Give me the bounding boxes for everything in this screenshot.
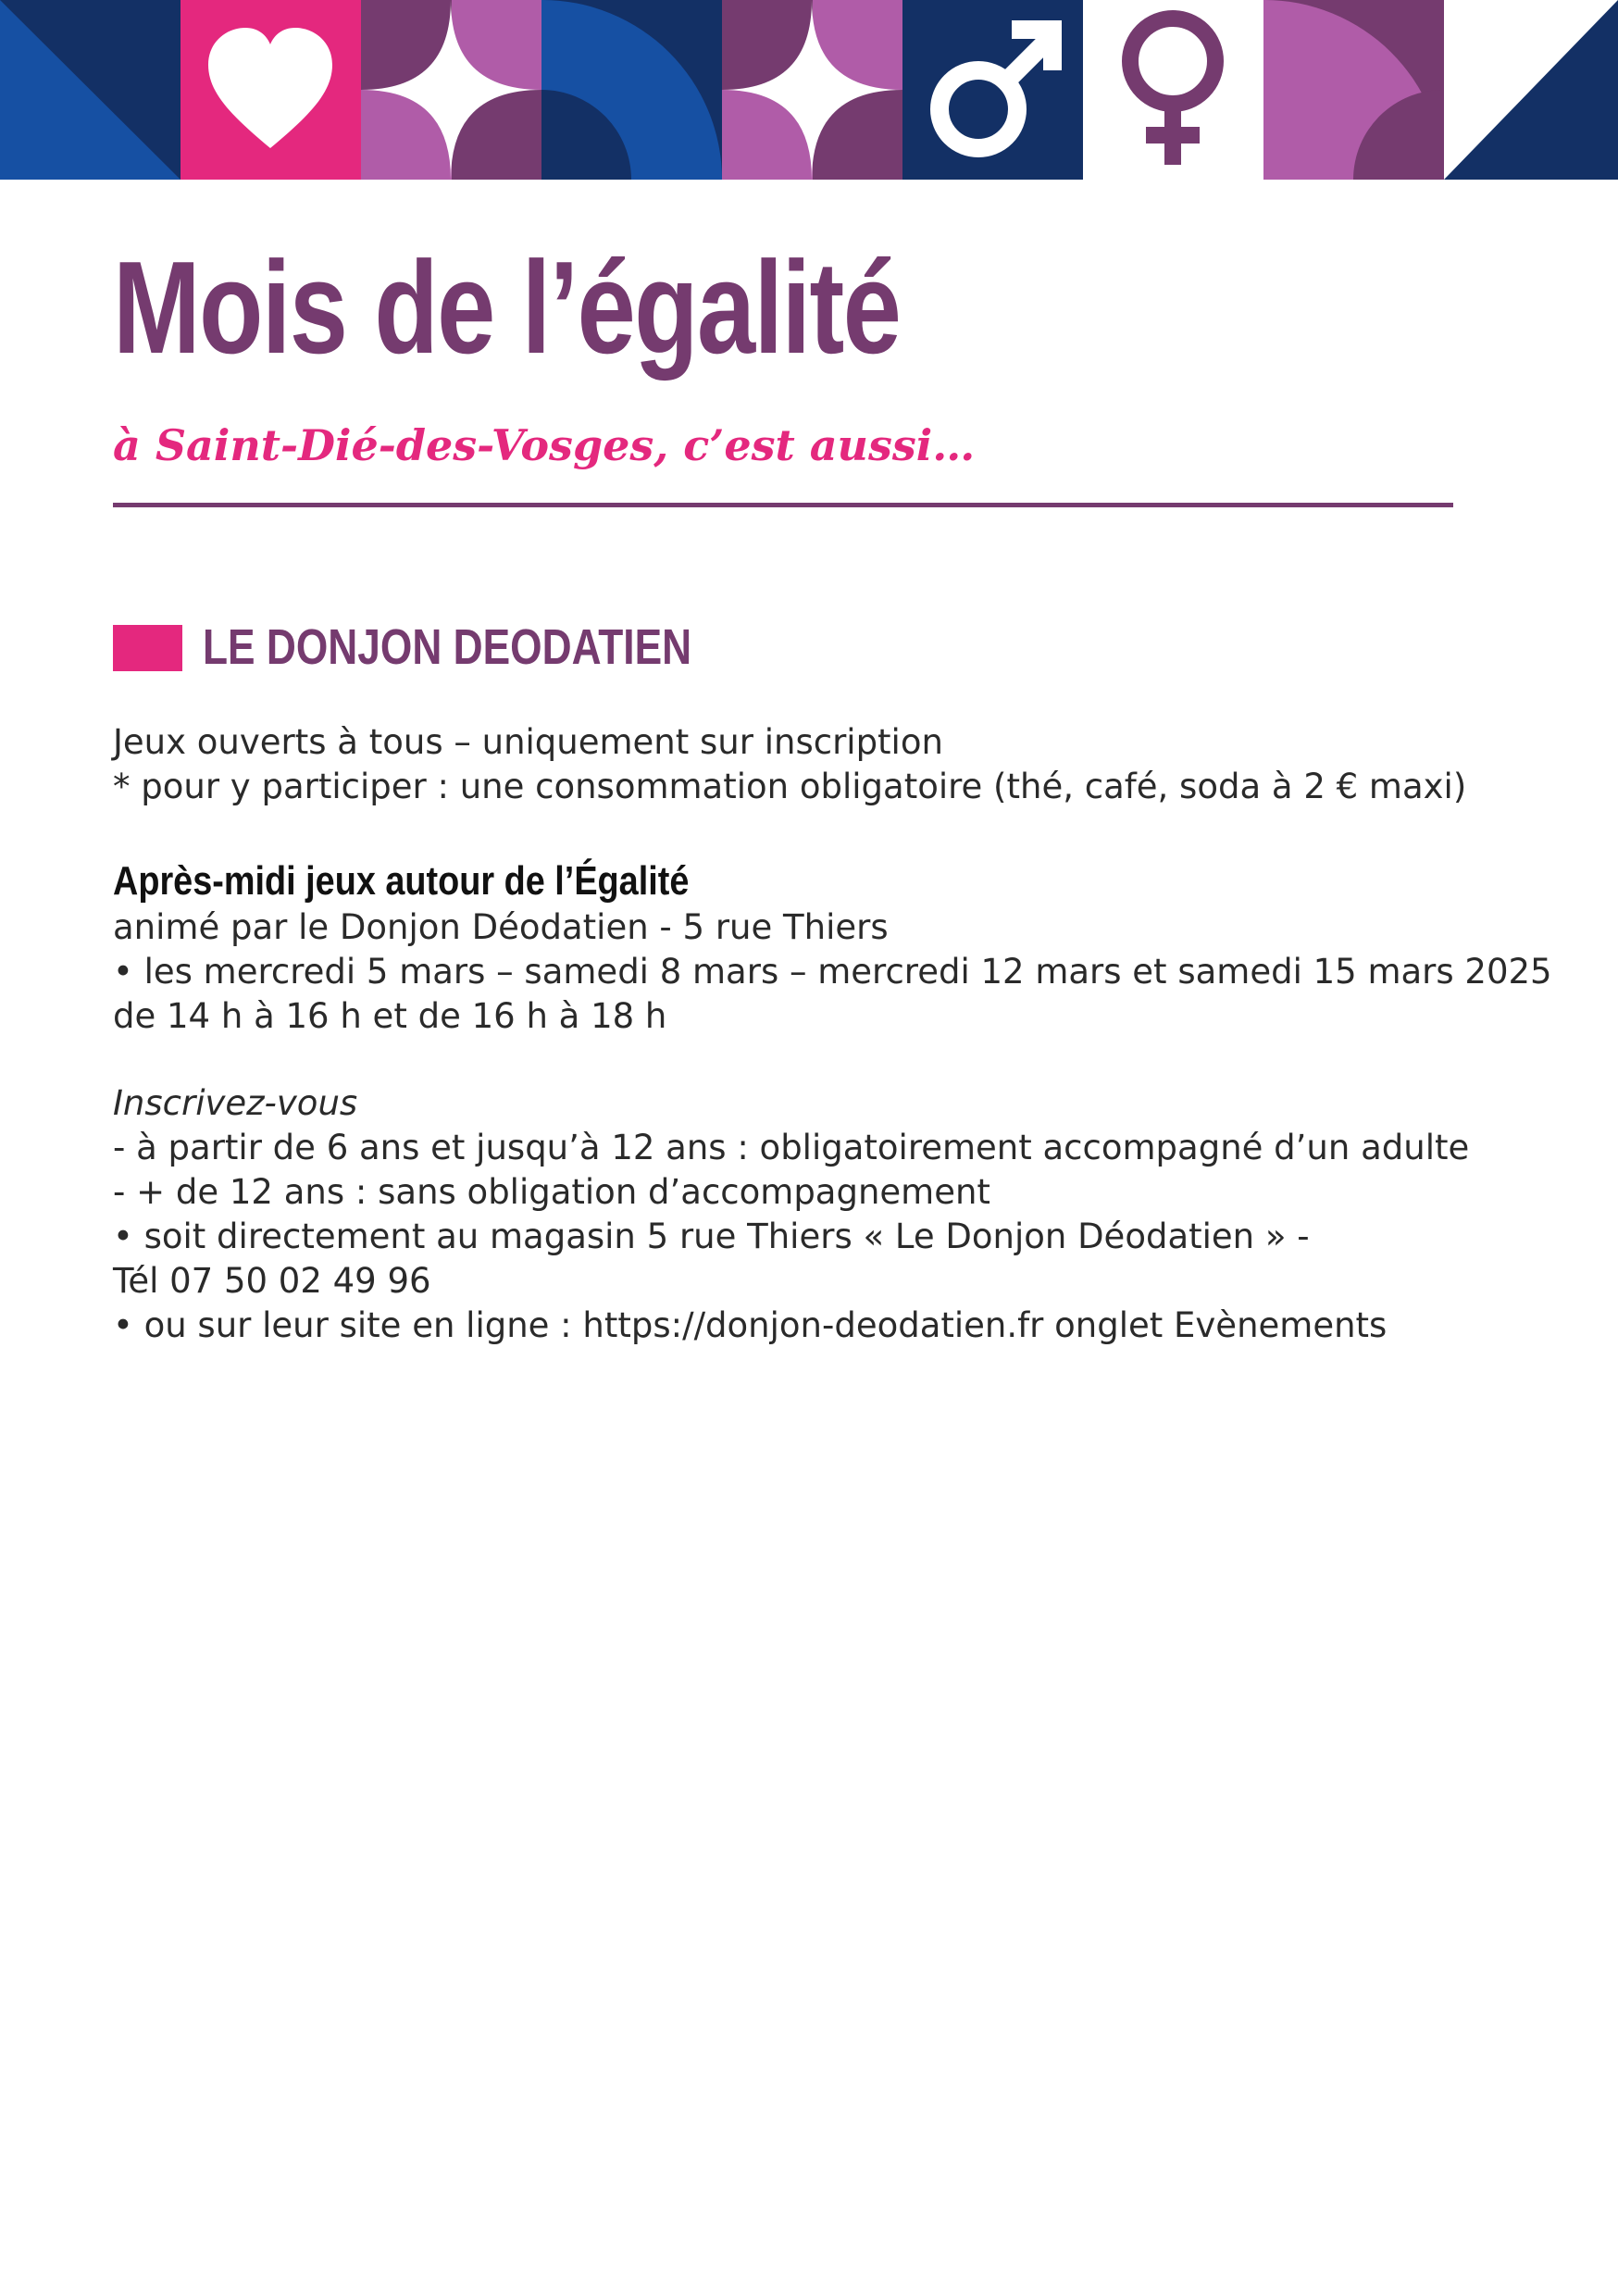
event-line: animé par le Donjon Déodatien - 5 rue Thiers <box>113 907 889 947</box>
section-title: LE DONJON DEODATIEN <box>203 619 692 675</box>
event-line: de 14 h à 16 h et de 16 h à 18 h <box>113 996 667 1036</box>
banner-tile-arc-2 <box>1263 0 1444 180</box>
banner-tile-sparkle-2 <box>722 0 902 180</box>
page-subtitle: à Saint-Dié-des-Vosges, c’est aussi… <box>113 420 976 470</box>
section-marker <box>113 625 182 671</box>
banner-tile-diagonal <box>0 0 180 180</box>
registration-line: - + de 12 ans : sans obligation d’accompagnement <box>113 1172 990 1212</box>
intro-line: * pour y participer : une consommation obligatoire (thé, café, soda à 2 € maxi) <box>113 767 1467 806</box>
registration-heading: Inscrivez-vous <box>113 1083 358 1123</box>
decorative-banner <box>0 0 1618 180</box>
banner-tile-sparkle <box>361 0 541 180</box>
header-divider <box>113 503 1453 507</box>
banner-tile-diagonal-2 <box>1444 0 1618 180</box>
event-line: • les mercredi 5 mars – samedi 8 mars – mercredi 12 mars et samedi 15 mars 2025 <box>113 952 1552 992</box>
registration-block <box>113 1081 1469 1348</box>
page-title: Mois de l’égalité <box>113 234 901 381</box>
intro-line: Jeux ouverts à tous – uniquement sur inscription <box>113 722 943 762</box>
registration-website: • ou sur leur site en ligne : https://donjon-deodatien.fr onglet Evènements <box>113 1305 1388 1345</box>
registration-phone: Tél 07 50 02 49 96 <box>113 1261 431 1301</box>
banner-tile-heart <box>180 0 361 180</box>
banner-tile-female <box>1083 0 1263 180</box>
intro-block <box>113 720 1466 809</box>
registration-line: • soit directement au magasin 5 rue Thiers « Le Donjon Déodatien » - <box>113 1217 1310 1256</box>
banner-tile-male <box>902 0 1083 180</box>
event-block <box>113 857 1552 1039</box>
banner-tile-arc <box>541 0 722 180</box>
registration-line: - à partir de 6 ans et jusqu’à 12 ans : obligatoirement accompagné d’un adulte <box>113 1128 1470 1167</box>
event-heading: Après-midi jeux autour de l’Égalité <box>113 858 690 904</box>
